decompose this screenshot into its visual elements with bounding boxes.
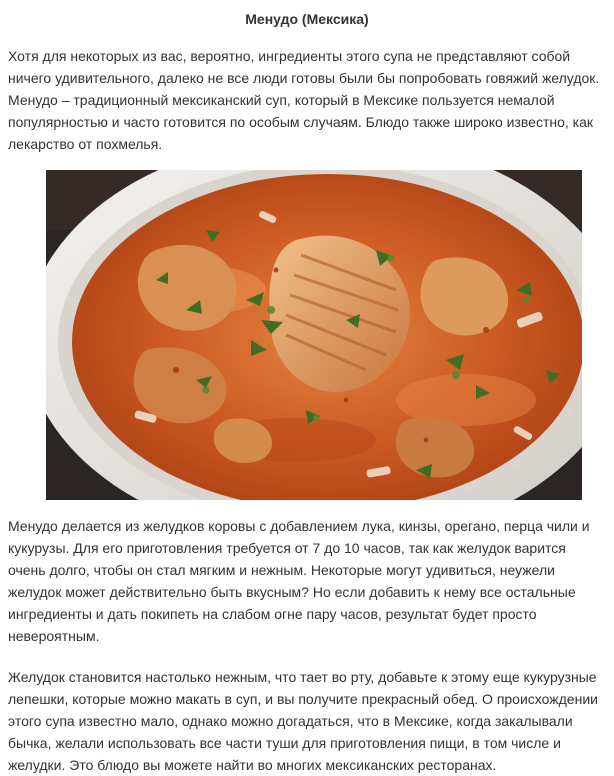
paragraph-preparation: Менудо делается из желудков коровы с добавлением лука, кинзы, орегано, перца чили и кукурузы. Для его приготовления требуется от 7 до 10 часов, так как желудок варится очень долго, чтобы он стал мягким и нежным. Некоторые могут удивиться, неужели желудок может действительно быть вкусным? Но если добавить к нему все остальные ингредиенты и дать покипеть на слабом огне пару часов, результат будет просто невероятным. <box>8 518 590 644</box>
paragraph-intro: Хотя для некоторых из вас, вероятно, ингредиенты этого супа не представляют собой ничего удивительного, далеко не все люди готовы были бы попробовать говяжий желудок. Менудо – традиционный мексиканский суп, который в Мексике пользуется немалой популярностью и часто готовится по особым случаям. Блюдо также широко известно, как лекарство от похмелья. <box>8 48 600 152</box>
paragraph-origin: Желудок становится настолько нежным, что тает во рту, добавьте к этому еще кукурузные лепешки, которые можно макать в суп, и вы получите прекрасный обед. О происхождении этого супа известно мало, однако можно догадаться, что в Мексике, когда закалывали бычка, желали использовать все части туши для приготовления пищи, в том числе и желудки. Это блюдо вы можете найти во многих мексиканских ресторанах. <box>8 669 598 773</box>
soup-photo <box>46 170 582 500</box>
soup-illustration <box>46 170 582 500</box>
article-title: Менудо (Мексика) <box>245 11 369 27</box>
